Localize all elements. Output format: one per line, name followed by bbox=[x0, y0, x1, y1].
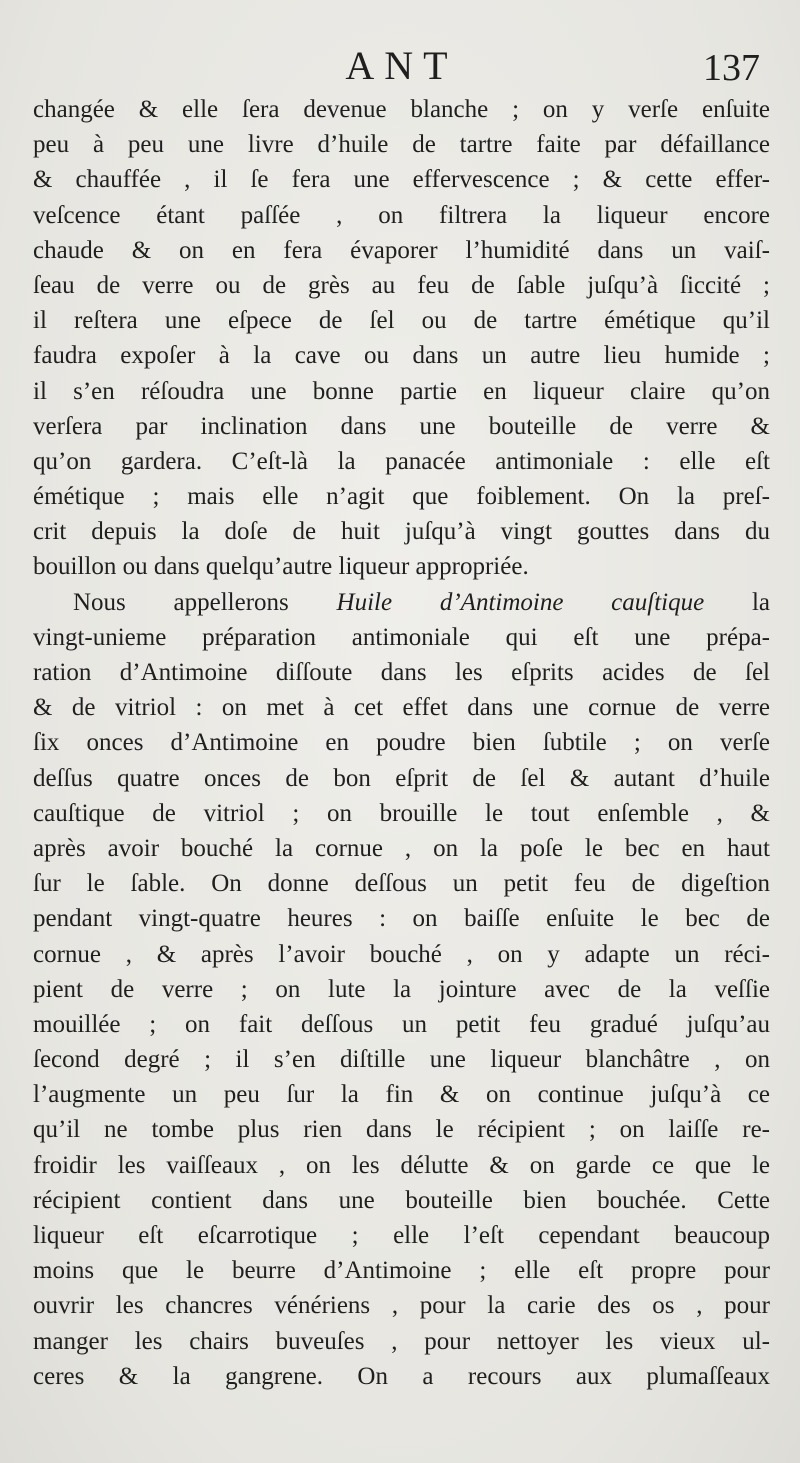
text-line: cornue , & après l’avoir bouché , on y adapte un réci- bbox=[33, 940, 770, 968]
paragraph-opening-line bbox=[33, 585, 770, 620]
text-line: récipient contient dans une bouteille bien bouchée. Cette bbox=[33, 1186, 770, 1214]
text-line: qu’on gardera. C’eſt-là la panacée antimoniale : elle eſt bbox=[33, 447, 770, 475]
text-line: deſſus quatre onces de bon eſprit de ſel & autant d’huile bbox=[33, 764, 770, 792]
text-line: ration d’Antimoine diſſoute dans les eſprits acides de ſel bbox=[33, 659, 770, 686]
text-line: faudra expoſer à la cave ou dans un autre lieu humide ; bbox=[33, 342, 770, 370]
text-line: froidir les vaiſſeaux , on les délutte & on garde ce que le bbox=[33, 1151, 770, 1179]
text-line: l’augmente un peu ſur la fin & on continue juſqu’à ce bbox=[33, 1081, 770, 1109]
text-line: chaude & on en fera évaporer l’humidité dans un vaiſ- bbox=[33, 236, 770, 264]
text-line: manger les chairs buveuſes , pour nettoyer les vieux ul- bbox=[33, 1327, 770, 1355]
text-line: qu’il ne tombe plus rien dans le récipient ; on laiſſe re- bbox=[33, 1116, 770, 1144]
text-line: verſera par inclination dans une bouteille de verre & bbox=[33, 412, 770, 440]
italic-term: Huile d’Antimoine cauſtique bbox=[336, 588, 705, 616]
text-line: ceres & la gangrene. On a recours aux plumaſſeaux bbox=[33, 1362, 770, 1390]
running-head-title: ANT bbox=[345, 43, 458, 88]
text-line: changée & elle ſera devenue blanche ; on y verſe enſuite bbox=[33, 96, 770, 123]
text-line: liqueur eſt eſcarrotique ; elle l’eſt cependant beaucoup bbox=[33, 1222, 770, 1249]
text-line: peu à peu une livre d’huile de tartre faite par défaillance bbox=[33, 131, 770, 159]
text-line: & de vitriol : on met à cet effet dans une cornue de verre bbox=[33, 694, 770, 722]
running-head bbox=[33, 44, 770, 90]
paragraph-opening-tail: la bbox=[751, 588, 770, 616]
text-line: cauſtique de vitriol ; on brouille le tout enſemble , & bbox=[33, 799, 770, 827]
text-line: il s’en réſoudra une bonne partie en liqueur claire qu’on bbox=[33, 377, 770, 405]
text-line: ouvrir les chancres vénériens , pour la carie des os , pour bbox=[33, 1292, 770, 1320]
text-line: vingt-unieme préparation antimoniale qui eſt une prépa- bbox=[33, 623, 770, 651]
text-line: pendant vingt-quatre heures : on baiſſe enſuite le bec de bbox=[33, 905, 770, 933]
paragraph-opening-text: Nous appellerons bbox=[73, 588, 289, 616]
text-line: ſix onces d’Antimoine en poudre bien ſubtile ; on verſe bbox=[33, 729, 770, 757]
text-line: mouillée ; on fait deſſous un petit feu gradué juſqu’au bbox=[33, 1010, 770, 1038]
text-line: crit depuis la doſe de huit juſqu’à vingt gouttes dans du bbox=[33, 518, 770, 546]
text-line: après avoir bouché la cornue , on la poſe le bec en haut bbox=[33, 834, 770, 862]
text-line: bouillon ou dans quelqu’autre liqueur appropriée. bbox=[33, 553, 529, 581]
page-number: 137 bbox=[703, 47, 760, 89]
text-line: ſeau de verre ou de grès au feu de ſable juſqu’à ſiccité ; bbox=[33, 271, 770, 299]
text-line: il reſtera une eſpece de ſel ou de tartre émétique qu’il bbox=[33, 307, 770, 335]
text-line: ſur le ſable. On donne deſſous un petit feu de digeſtion bbox=[33, 870, 770, 898]
text-line: veſcence étant paſſée , on filtrera la liqueur encore bbox=[33, 201, 770, 229]
body-text bbox=[33, 92, 770, 1394]
text-line: pient de verre ; on lute la jointure avec de la veſſie bbox=[33, 975, 770, 1003]
text-line: & chauffée , il ſe fera une effervescence ; & cette effer- bbox=[33, 166, 770, 194]
text-line: émétique ; mais elle n’agit que foiblement. On la preſ- bbox=[33, 483, 770, 511]
text-line: ſecond degré ; il s’en diſtille une liqueur blanchâtre , on bbox=[33, 1046, 770, 1074]
text-line: moins que le beurre d’Antimoine ; elle eſt propre pour bbox=[33, 1257, 770, 1285]
